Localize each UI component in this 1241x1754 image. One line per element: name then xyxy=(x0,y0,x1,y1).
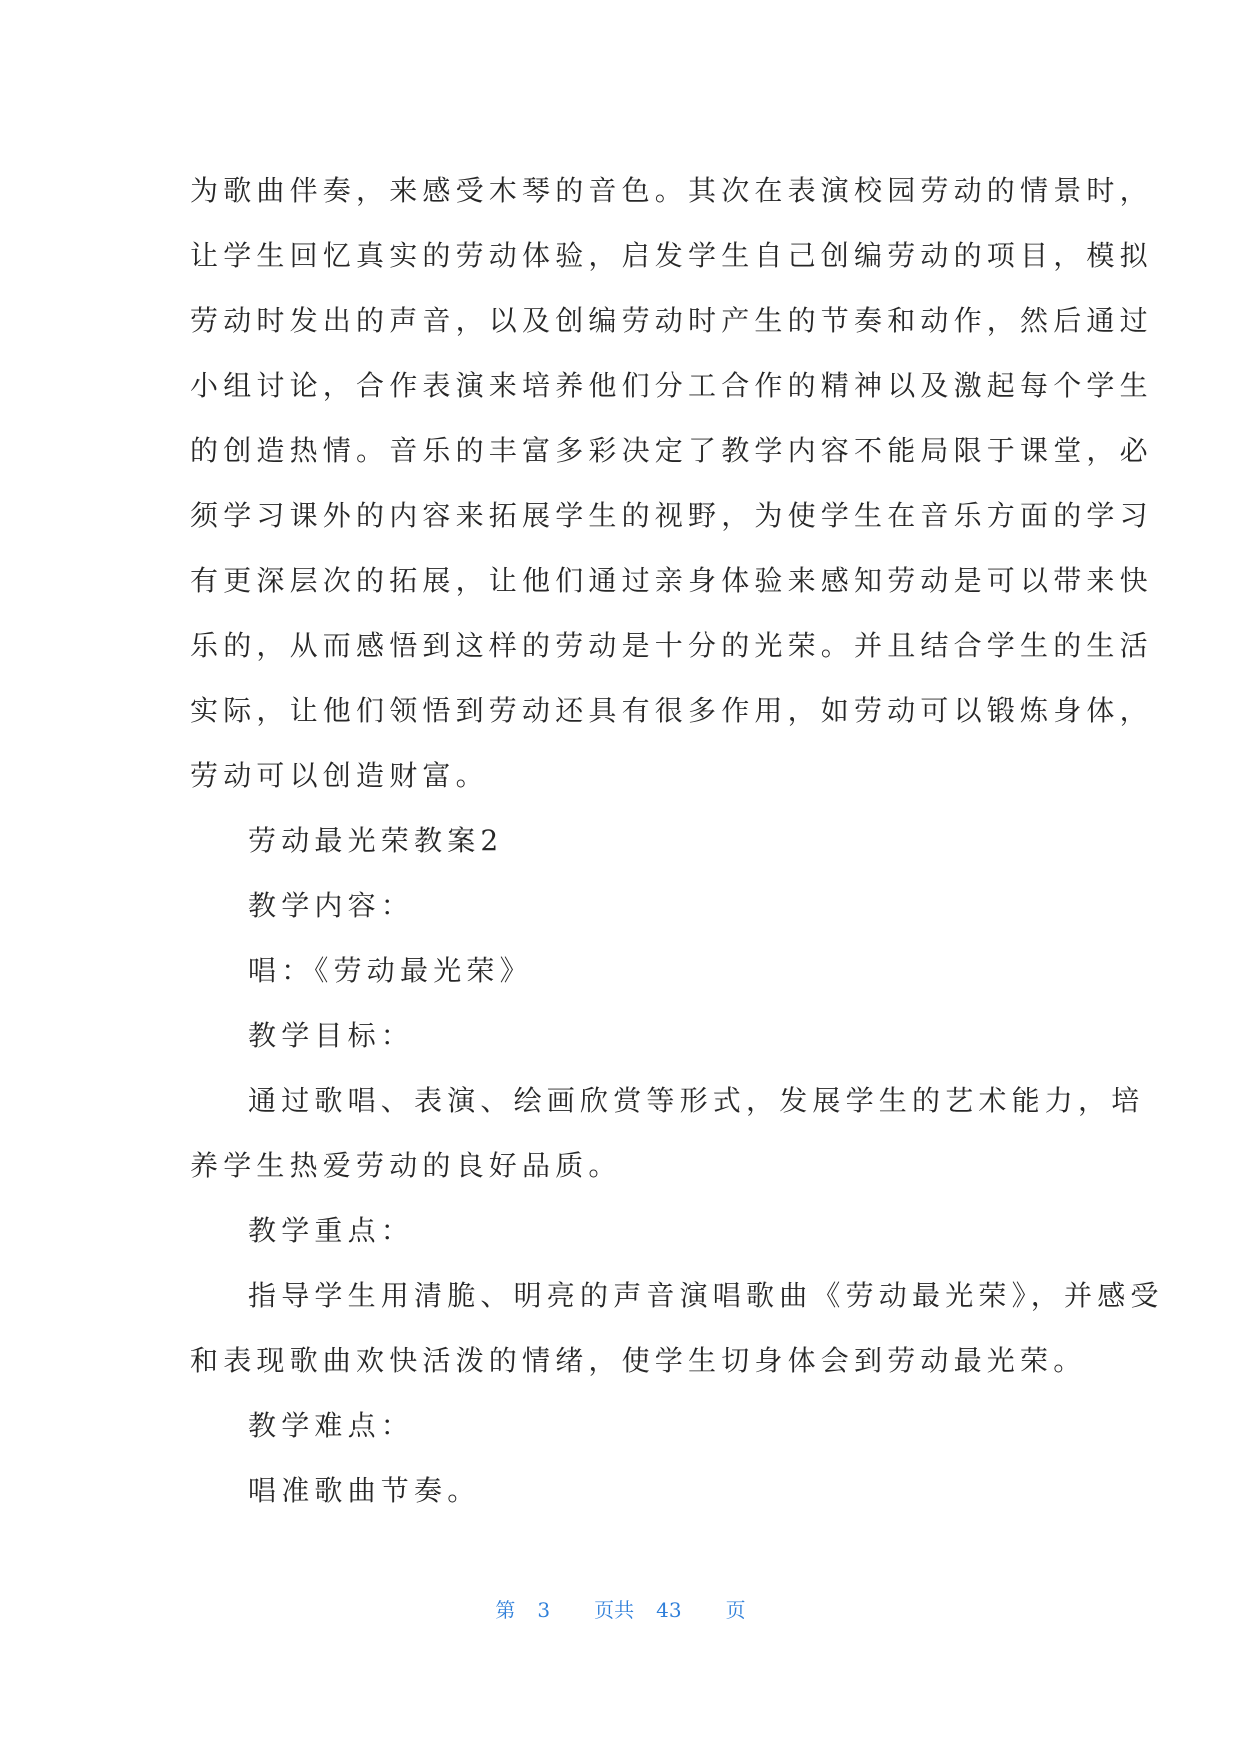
heading-teaching-content: 教学内容： xyxy=(248,889,415,922)
heading-teaching-goals: 教学目标： xyxy=(248,1019,415,1052)
key-points-line-1: 指导学生用清脆、明亮的声音演唱歌曲《劳动最光荣》，并感受 xyxy=(248,1279,1164,1312)
song-line: 唱：《劳动最光荣》 xyxy=(248,954,533,987)
text-line-4: 小组讨论，合作表演来培养他们分工合作的精神以及激起每个学生 xyxy=(190,369,1153,402)
difficulties-line: 唱准歌曲节奏。 xyxy=(248,1474,481,1507)
current-page-number: 3 xyxy=(537,1598,551,1622)
text-line-8: 乐的，从而感悟到这样的劳动是十分的光荣。并且结合学生的生活 xyxy=(190,629,1153,662)
text-line-9: 实际，让他们领悟到劳动还具有很多作用，如劳动可以锻炼身体， xyxy=(190,694,1153,727)
footer-middle: 页共 xyxy=(594,1598,635,1622)
page-number-footer xyxy=(0,1594,1241,1623)
heading-difficulties: 教学难点： xyxy=(248,1409,415,1442)
text-line-5: 的创造热情。音乐的丰富多彩决定了教学内容不能局限于课堂，必 xyxy=(190,434,1153,467)
document-body xyxy=(190,158,1164,1523)
goals-line-1: 通过歌唱、表演、绘画欣赏等形式，发展学生的艺术能力，培 xyxy=(248,1084,1145,1117)
footer-suffix: 页 xyxy=(725,1598,746,1622)
section-title: 劳动最光荣教案2 xyxy=(248,824,504,857)
text-line-10: 劳动可以创造财富。 xyxy=(190,759,489,792)
text-line-3: 劳动时发出的声音，以及创编劳动时产生的节奏和动作，然后通过 xyxy=(190,304,1153,337)
text-line-2: 让学生回忆真实的劳动体验，启发学生自己创编劳动的项目，模拟 xyxy=(190,239,1153,272)
total-pages-number: 43 xyxy=(656,1598,682,1622)
key-points-line-2: 和表现歌曲欢快活泼的情绪，使学生切身体会到劳动最光荣。 xyxy=(190,1344,1087,1377)
text-line-1: 为歌曲伴奏，来感受木琴的音色。其次在表演校园劳动的情景时， xyxy=(190,174,1153,207)
footer-prefix: 第 xyxy=(495,1598,516,1622)
heading-key-points: 教学重点： xyxy=(248,1214,415,1247)
goals-line-2: 养学生热爱劳动的良好品质。 xyxy=(190,1149,622,1182)
text-line-7: 有更深层次的拓展，让他们通过亲身体验来感知劳动是可以带来快 xyxy=(190,564,1153,597)
text-line-6: 须学习课外的内容来拓展学生的视野，为使学生在音乐方面的学习 xyxy=(190,499,1153,532)
